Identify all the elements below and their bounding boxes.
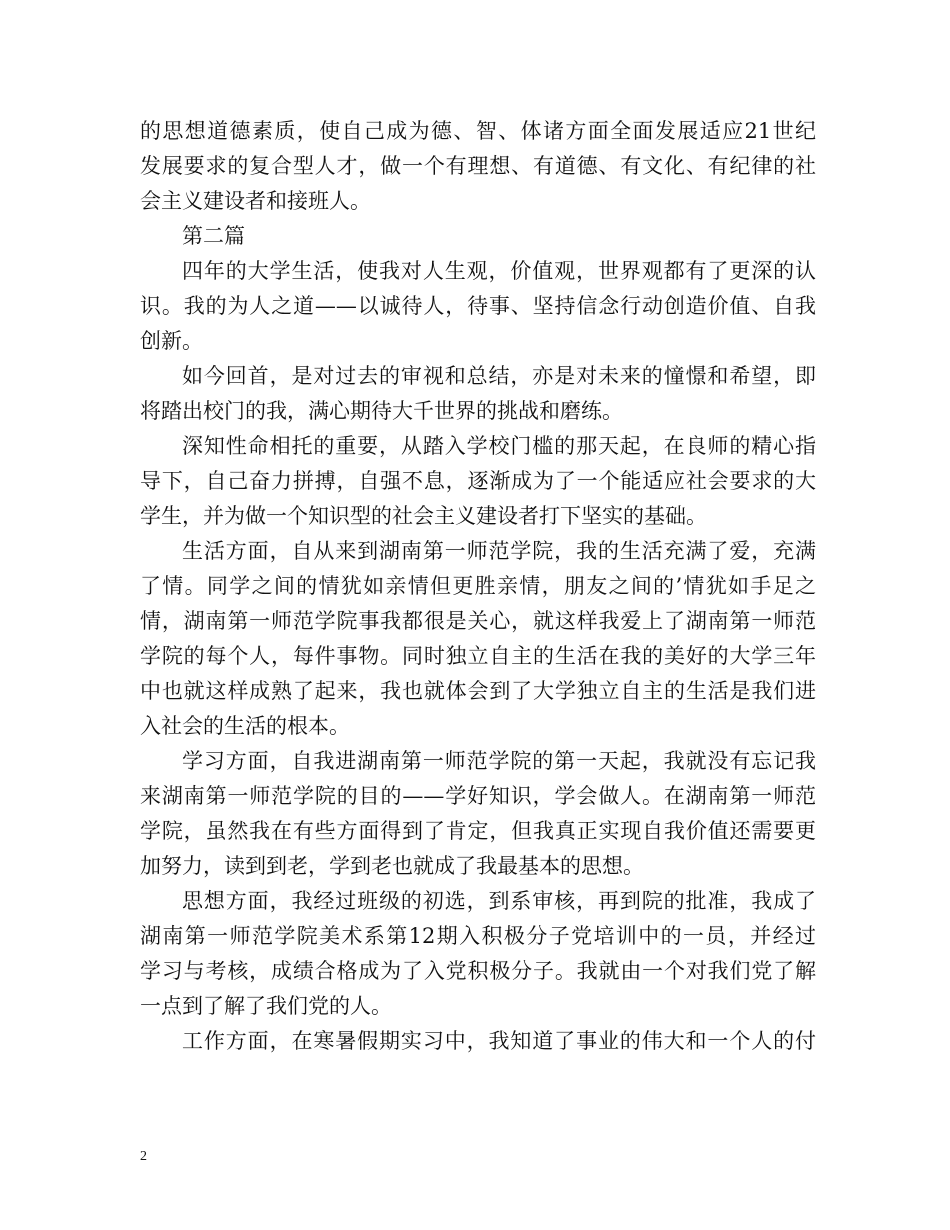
text-line: 学院的每个人，每件事物。同时独立自主的生活在我的美好的大学三年 <box>140 644 816 668</box>
document-body <box>140 114 816 1059</box>
text-line: 发展要求的复合型人才，做一个有理想、有道德、有文化、有纪律的社 <box>140 154 816 178</box>
text-line: 将踏出校门的我，满心期待大千世界的挑战和磨练。 <box>140 399 623 423</box>
text-line: 来湖南第一师范学院的目的——学好知识，学会做人。在湖南第一师范 <box>140 784 816 808</box>
text-line: 导下，自己奋力拼搏，自强不息，逐渐成为了一个能适应社会要求的大 <box>140 469 816 493</box>
text-line: 识。我的为人之道——以诚待人，待事、坚持信念行动创造价值、自我 <box>140 294 816 318</box>
text-line: 入社会的生活的根本。 <box>140 714 350 738</box>
text-line: 湖南第一师范学院美术系第12期入积极分子党培训中的一员，并经过 <box>140 924 816 948</box>
text-line: 学生，并为做一个知识型的社会主义建设者打下坚实的基础。 <box>140 504 707 528</box>
text-line: 一点到了解了我们党的人。 <box>140 994 392 1018</box>
text-line: 思想方面，我经过班级的初选，到系审核，再到院的批准，我成了 <box>182 889 816 913</box>
text-line: 中也就这样成熟了起来，我也就体会到了大学独立自主的生活是我们进 <box>140 679 816 703</box>
text-line: 深知性命相托的重要，从踏入学校门槛的那天起，在良师的精心指 <box>182 434 816 458</box>
text-line: 生活方面，自从来到湖南第一师范学院，我的生活充满了爱，充满 <box>182 539 816 563</box>
text-line: 了情。同学之间的情犹如亲情但更胜亲情，朋友之间的’情犹如手足之 <box>140 574 816 598</box>
text-line: 创新。 <box>140 329 203 353</box>
text-line: 的思想道德素质，使自己成为德、智、体诸方面全面发展适应21世纪 <box>140 119 816 143</box>
text-line: 学院，虽然我在有些方面得到了肯定，但我真正实现自我价值还需要更 <box>140 819 816 843</box>
text-line: 第二篇 <box>182 224 245 248</box>
text-line: 如今回首，是对过去的审视和总结，亦是对未来的憧憬和希望，即 <box>182 364 816 388</box>
text-line: 学习方面，自我进湖南第一师范学院的第一天起，我就没有忘记我 <box>182 749 816 773</box>
text-line: 加努力，读到到老，学到老也就成了我最基本的思想。 <box>140 854 644 878</box>
page-number: 2 <box>140 1149 147 1164</box>
text-line: 学习与考核，成绩合格成为了入党积极分子。我就由一个对我们党了解 <box>140 959 816 983</box>
text-line: 工作方面，在寒暑假期实习中，我知道了事业的伟大和一个人的付 <box>182 1029 816 1053</box>
text-line: 会主义建设者和接班人。 <box>140 189 371 213</box>
text-line: 四年的大学生活，使我对人生观，价值观，世界观都有了更深的认 <box>182 259 816 283</box>
text-line: 情，湖南第一师范学院事我都很是关心，就这样我爱上了湖南第一师范 <box>140 609 816 633</box>
